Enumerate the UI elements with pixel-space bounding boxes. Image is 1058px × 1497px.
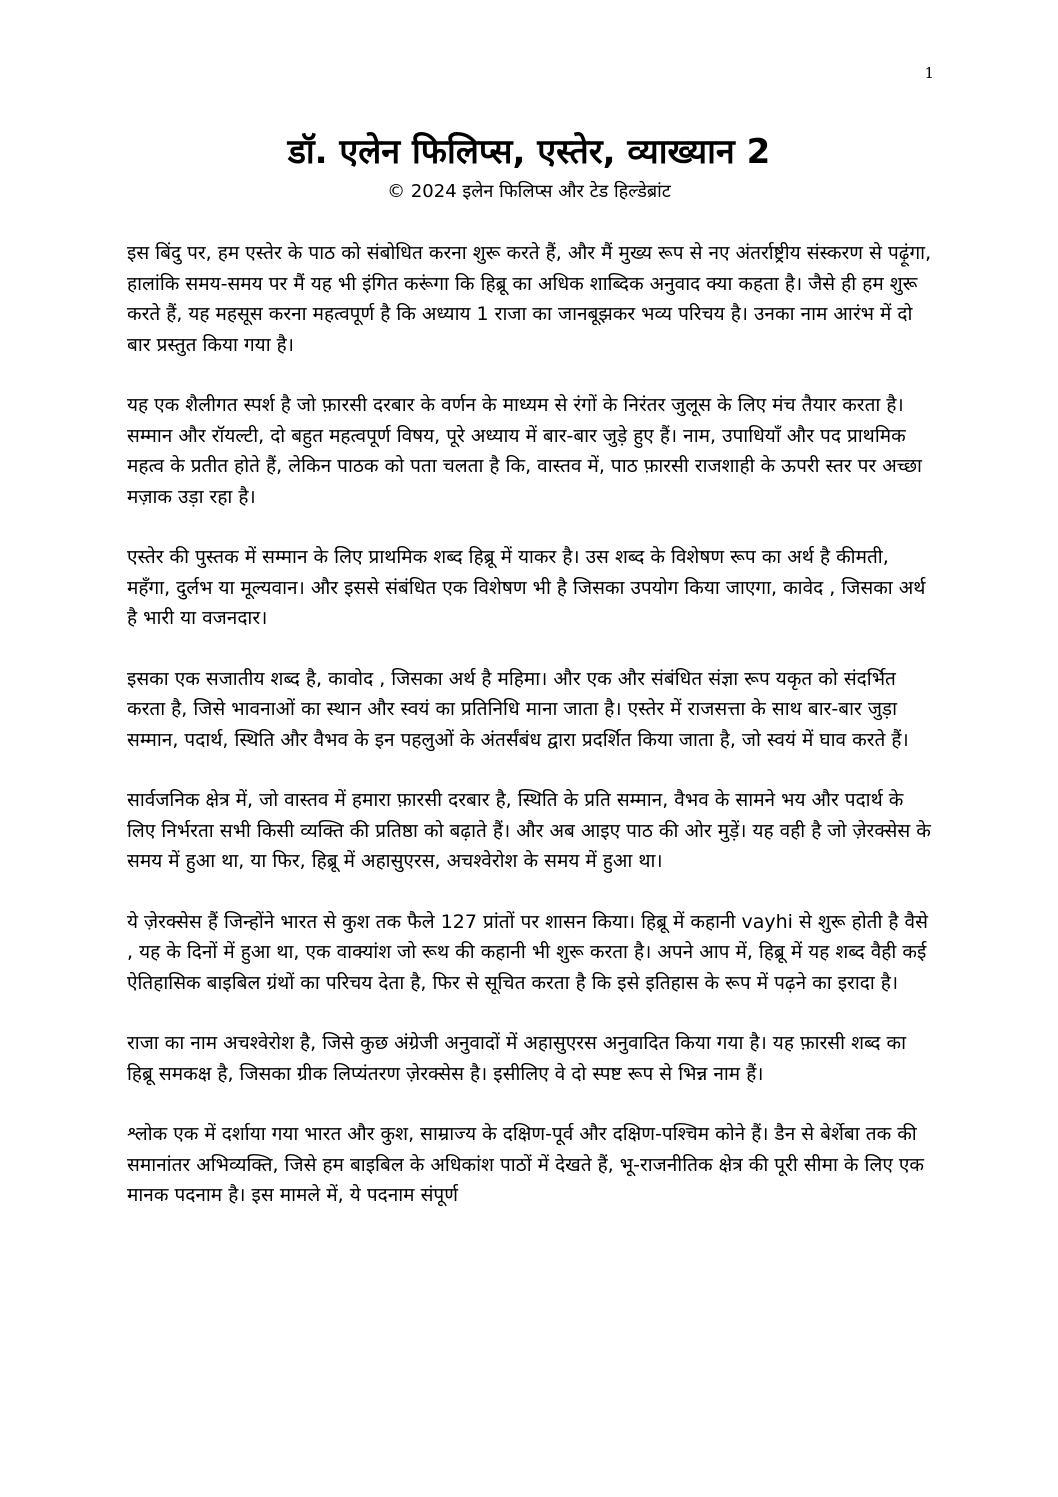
paragraph: राजा का नाम अचश्वेरोश है, जिसे कुछ अंग्रेजी अनुवादों में अहासुएरस अनुवादित किया गया है। यह फ़ारसी शब्द का हिब्रू समकक्ष है, जिसका ग्रीक लिप्यंतरण ज़ेरक्सेस है। इसीलिए वे दो स्पष्ट रूप से भिन्न नाम हैं। [127, 1032, 906, 1085]
paragraph: एस्तेर की पुस्तक में सम्मान के लिए प्राथमिक शब्द हिब्रू में याकर है। उस शब्द के विशेषण रूप का अर्थ है कीमती, महँगा, दुर्लभ या मूल्यवान। और इससे संबंधित एक विशेषण भी है जिसका उपयोग किया जाएगा, कावेद , जिसका अर्थ है भारी या वजनदार। [127, 546, 926, 629]
paragraph: इस बिंदु पर, हम एस्तेर के पाठ को संबोधित करना शुरू करते हैं, और मैं मुख्य रूप से नए अंतर्राष्ट्रीय संस्करण से पढ़ूंगा, हालांकि समय-समय पर मैं यह भी इंगित करूंगा कि हिब्रू का अधिक शाब्दिक अनुवाद क्या कहता है। जैसे ही हम शुरू करते हैं, यह महसूस करना महत्वपूर्ण है कि अध्याय 1 राजा का जानबूझकर भव्य परिचय है। उनका नाम आरंभ में दो बार प्रस्तुत किया गया है। [127, 242, 932, 356]
paragraph: इसका एक सजातीय शब्द है, कावोद , जिसका अर्थ है महिमा। और एक और संबंधित संज्ञा रूप यकृत को संदर्भित करता है, जिसे भावनाओं का स्थान और स्वयं का प्रतिनिधि माना जाता है। एस्तेर में राजसत्ता के साथ बार-बार जुड़ा सम्मान, पदार्थ, स्थिति और वैभव के इन पहलुओं के अंतर्संबंध द्वारा प्रदर्शित किया जाता है, जो स्वयं में घाव करते हैं। [127, 667, 909, 751]
paragraph: यह एक शैलीगत स्पर्श है जो फ़ारसी दरबार के वर्णन के माध्यम से रंगों के निरंतर जुलूस के लिए मंच तैयार करता है। सम्मान और रॉयल्टी, दो बहुत महत्वपूर्ण विषय, पूरे अध्याय में बार-बार जुड़े हुए हैं। नाम, उपाधियाँ और पद प्राथमिक महत्व के प्रतीत होते हैं, लेकिन पाठक को पता चलता है कि, वास्तव में, पाठ फ़ारसी राजशाही के ऊपरी स्तर पर अच्छा मज़ाक उड़ा रहा है। [127, 394, 922, 508]
copyright-line: © 2024 इलेन फिलिप्स और टेड हिल्डेब्रांट [387, 181, 671, 202]
lecture-body [127, 238, 935, 1241]
paragraph: श्लोक एक में दर्शाया गया भारत और कुश, साम्राज्य के दक्षिण-पूर्व और दक्षिण-पश्चिम कोने हैं। डैन से बेर्शेबा तक की समानांतर अभिव्यक्ति, जिसे हम बाइबिल के अधिकांश पाठों में देखते हैं, भू-राजनीतिक क्षेत्र की पूरी सीमा के लिए एक मानक पदनाम है। इस मामले में, ये पदनाम संपूर्ण [127, 1123, 925, 1206]
paragraph: ये ज़ेरक्सेस हैं जिन्होंने भारत से कुश तक फैले 127 प्रांतों पर शासन किया। हिब्रू में कहानी vayhi से शुरू होती है वैसे , यह के दिनों में हुआ था, एक वाक्यांश जो रूथ की कहानी भी शुरू करता है। अपने आप में, हिब्रू में यह शब्द वैही कई ऐतिहासिक बाइबिल ग्रंथों का परिचय देता है, फिर से सूचित करता है कि इसे इतिहास के रूप में पढ़ने का इरादा है। [127, 910, 928, 994]
page-number: 1 [924, 64, 934, 82]
lecture-title: डॉ. एलेन फिलिप्स, एस्तेर, व्याख्यान 2 [287, 132, 771, 172]
paragraph: सार्वजनिक क्षेत्र में, जो वास्तव में हमारा फ़ारसी दरबार है, स्थिति के प्रति सम्मान, वैभव के सामने भय और पदार्थ के लिए निर्भरता सभी किसी व्यक्ति की प्रतिष्ठा को बढ़ाते हैं। और अब आइए पाठ की ओर मुड़ें। यह वही है जो ज़ेरक्सेस के समय में हुआ था, या फिर, हिब्रू में अहासुएरस, अचश्वेरोश के समय में हुआ था। [127, 789, 931, 872]
